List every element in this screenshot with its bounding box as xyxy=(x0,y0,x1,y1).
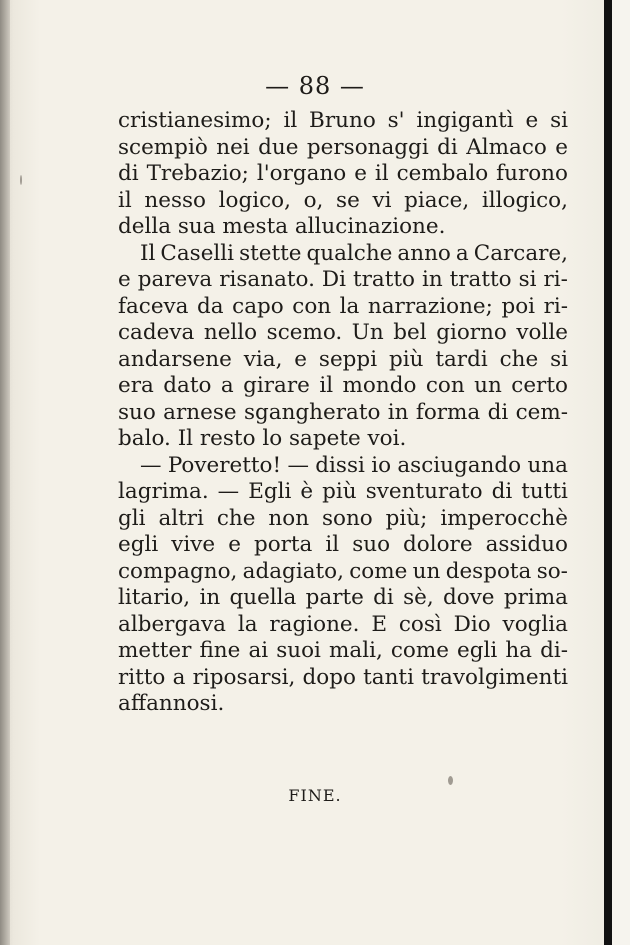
page-number: — 88 — xyxy=(265,72,365,100)
text-line: gli altri che non sono più; imperocchè xyxy=(118,505,568,531)
text-line: — Poveretto! — dissi io asciugando una xyxy=(140,452,568,478)
text-line: metter fine ai suoi mali, come egli ha di- xyxy=(118,638,568,663)
text-line: albergava la ragione. E così Dio voglia xyxy=(118,611,568,637)
text-line: suo arnese sgangherato in forma di cem- xyxy=(118,399,568,425)
text-line: andarsene via, e seppi più tardi che si xyxy=(118,346,568,372)
body-text xyxy=(118,108,568,718)
text-line: e pareva risanato. Di tratto in tratto si ri- xyxy=(118,267,568,292)
text-line: compagno, adagiato, come un despota so- xyxy=(118,558,568,584)
text-line: balo. Il resto lo sapete voi. xyxy=(118,426,407,451)
text-line: il nesso logico, o, se vi piace, illogico, xyxy=(118,187,568,213)
text-line: lagrima. — Egli è più sventurato di tutti xyxy=(118,479,568,504)
text-line: cadeva nello scemo. Un bel giorno volle xyxy=(118,320,568,345)
text-line: Il Caselli stette qualche anno a Carcare, xyxy=(140,240,568,266)
end-label: FINE. xyxy=(288,786,342,805)
text-line: era dato a girare il mondo con un certo xyxy=(118,373,568,398)
ink-speck xyxy=(20,175,22,185)
text-line: ritto a riposarsi, dopo tanti travolgimenti xyxy=(118,664,568,690)
text-line: egli vive e porta il suo dolore assiduo xyxy=(118,532,568,557)
text-line: affannosi. xyxy=(118,691,225,716)
text-line: scempiò nei due personaggi di Almaco e xyxy=(118,134,568,160)
text-line: litario, in quella parte di sè, dove prima xyxy=(118,585,568,610)
text-line: di Trebazio; l'organo e il cembalo furono xyxy=(118,161,568,186)
ink-speck xyxy=(448,776,453,785)
text-line: della sua mesta allucinazione. xyxy=(118,214,446,239)
text-line: faceva da capo con la narrazione; poi ri- xyxy=(118,293,568,319)
text-line: cristianesimo; il Bruno s' ingigantì e si xyxy=(118,108,568,133)
